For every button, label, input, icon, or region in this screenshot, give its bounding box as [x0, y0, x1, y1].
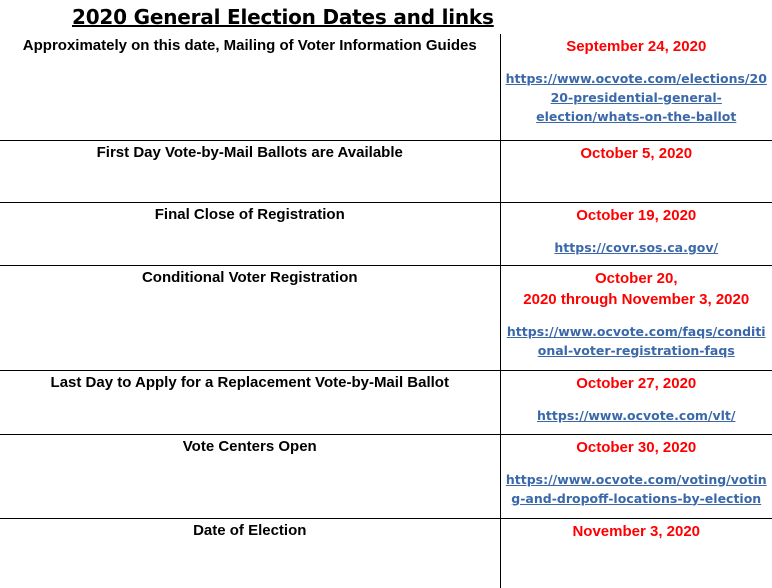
date-label: October 30, 2020 [501, 435, 772, 458]
event-label: Approximately on this date, Mailing of Voter Information Guides [0, 34, 500, 55]
table-row [0, 370, 772, 434]
date-label: November 3, 2020 [501, 519, 772, 542]
event-cell [0, 265, 500, 370]
event-cell [0, 202, 500, 265]
event-label: First Day Vote-by-Mail Ballots are Available [0, 141, 500, 162]
voter-guide-link[interactable]: https://www.ocvote.com/elections/20 20-presidential-general- election/whats-on-the-ballot [501, 69, 772, 126]
date-link-cell [500, 370, 772, 434]
date-link-cell [500, 434, 772, 518]
event-label: Last Day to Apply for a Replacement Vote-by-Mail Ballot [0, 371, 500, 392]
replacement-ballot-link[interactable]: https://www.ocvote.com/vlt/ [501, 406, 772, 425]
table-row [0, 202, 772, 265]
table-row [0, 434, 772, 518]
date-label: September 24, 2020 [501, 34, 772, 57]
table-row [0, 265, 772, 370]
date-link-cell [500, 202, 772, 265]
date-label: October 27, 2020 [501, 371, 772, 394]
date-label: October 5, 2020 [501, 141, 772, 164]
event-label: Conditional Voter Registration [0, 266, 500, 287]
event-label: Final Close of Registration [0, 203, 500, 224]
date-link-cell [500, 265, 772, 370]
event-cell [0, 370, 500, 434]
election-dates-table [0, 34, 772, 588]
date-label: October 19, 2020 [501, 203, 772, 226]
event-cell [0, 434, 500, 518]
date-link-cell [500, 518, 772, 588]
event-cell [0, 140, 500, 202]
event-cell [0, 518, 500, 588]
table-row [0, 518, 772, 588]
table-row [0, 140, 772, 202]
date-link-cell [500, 140, 772, 202]
table-row [0, 34, 772, 140]
date-link-cell [500, 34, 772, 140]
conditional-registration-link[interactable]: https://www.ocvote.com/faqs/conditi onal-voter-registration-faqs [501, 322, 772, 360]
page-title: 2020 General Election Dates and links [72, 5, 494, 29]
event-label: Date of Election [0, 519, 500, 540]
registration-link[interactable]: https://covr.sos.ca.gov/ [501, 238, 772, 257]
event-label: Vote Centers Open [0, 435, 500, 456]
date-label: October 20, 2020 through November 3, 2020 [501, 266, 772, 310]
event-cell [0, 34, 500, 140]
vote-centers-link[interactable]: https://www.ocvote.com/voting/votin g-and-dropoff-locations-by-election [501, 470, 772, 508]
